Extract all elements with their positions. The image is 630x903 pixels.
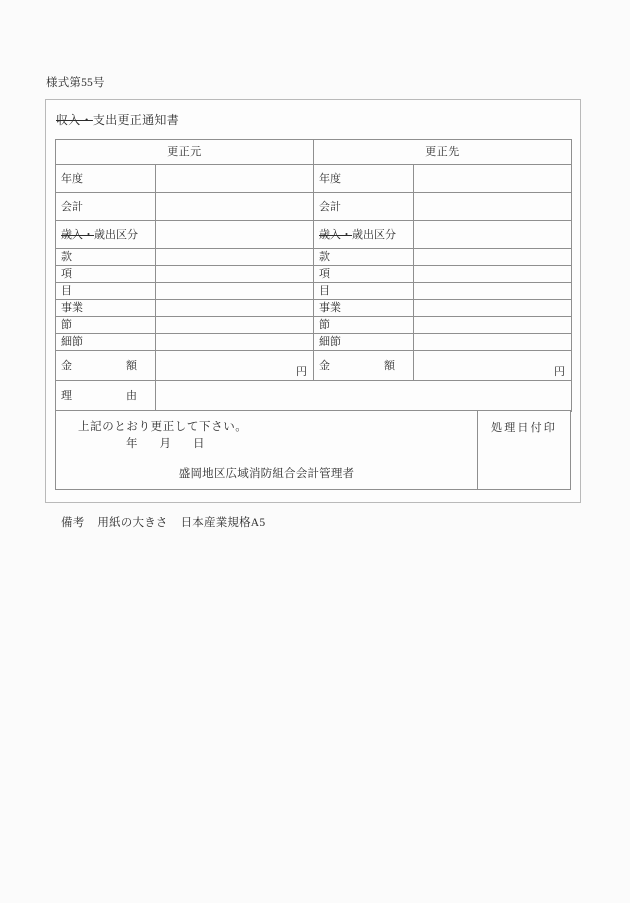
label-moku-destination: 目: [314, 283, 414, 300]
table-row-fiscal-year: [56, 165, 572, 193]
value-sub-setsu-source[interactable]: [156, 334, 314, 351]
value-kan-destination[interactable]: [414, 249, 572, 266]
footer-dateline[interactable]: [126, 437, 205, 452]
table-row-reason: [56, 381, 572, 412]
value-amount-source[interactable]: [156, 351, 314, 381]
header-source: 更正元: [56, 140, 314, 165]
label-account-destination: 会計: [314, 193, 414, 221]
table-row-sub-setsu: [56, 334, 572, 351]
label-sub-setsu-source: 細節: [56, 334, 156, 351]
label-amount-destination-left: 金: [319, 359, 330, 372]
value-kan-source[interactable]: [156, 249, 314, 266]
value-division-destination[interactable]: [414, 221, 572, 249]
document-title-plain-part: 支出更正通知書: [92, 113, 180, 127]
value-setsu-source[interactable]: [156, 317, 314, 334]
paper-size-note-label: 用紙の大きさ: [97, 517, 168, 529]
form-number: 様式第55号: [46, 77, 105, 89]
value-ko-destination[interactable]: [414, 266, 572, 283]
label-fiscal-year-destination: 年度: [314, 165, 414, 193]
footer-date-year: 年: [126, 438, 138, 450]
label-amount-destination-right: 額: [384, 359, 395, 372]
value-reason[interactable]: [156, 381, 572, 412]
value-setsu-destination[interactable]: [414, 317, 572, 334]
table-row-account: [56, 193, 572, 221]
label-sub-setsu-destination: 細節: [314, 334, 414, 351]
label-reason-left: 理: [61, 390, 72, 402]
header-destination: 更正先: [314, 140, 572, 165]
table-row-setsu: [56, 317, 572, 334]
value-project-source[interactable]: [156, 300, 314, 317]
footer-signature: 盛岡地区広域消防組合会計管理者: [178, 468, 355, 480]
table-row-section-kan: [56, 249, 572, 266]
label-amount-source-left: 金: [61, 359, 72, 372]
value-account-source[interactable]: [156, 193, 314, 221]
table-row-section-moku: [56, 283, 572, 300]
correction-table: [55, 139, 572, 412]
paper-size-note-value: 日本産業規格A5: [180, 517, 266, 529]
label-account-source: 会計: [56, 193, 156, 221]
label-setsu-source: 節: [56, 317, 156, 334]
table-row-amount: [56, 351, 572, 381]
document-title: [56, 112, 179, 128]
value-fiscal-year-destination[interactable]: [414, 165, 572, 193]
label-kan-source: 款: [56, 249, 156, 266]
table-row-project: [56, 300, 572, 317]
label-amount-destination: [314, 351, 414, 381]
footer-date-month: 月: [159, 438, 171, 450]
label-division-destination-plain: 歳出区分: [352, 228, 396, 241]
label-project-destination: 事業: [314, 300, 414, 317]
label-reason-right: 由: [126, 390, 137, 402]
label-division-destination-struck: 歳入・: [319, 228, 352, 241]
label-amount-source: [56, 351, 156, 381]
table-row-section-ko: [56, 266, 572, 283]
label-ko-destination: 項: [314, 266, 414, 283]
amount-unit-source: 円: [296, 365, 307, 378]
label-division-source-plain: 歳出区分: [94, 228, 138, 241]
amount-unit-destination: 円: [554, 365, 565, 378]
value-fiscal-year-source[interactable]: [156, 165, 314, 193]
label-amount-source-right: 額: [126, 359, 137, 372]
footer-block: [55, 410, 571, 490]
table-header-row: [56, 140, 572, 165]
label-setsu-destination: 節: [314, 317, 414, 334]
table-row-revenue-expenditure-division: [56, 221, 572, 249]
footer-instruction: 上記のとおり更正して下さい。: [78, 421, 248, 433]
label-reason: [56, 381, 156, 412]
processing-date-stamp-box[interactable]: [478, 411, 570, 489]
label-division-destination: [314, 221, 414, 249]
value-division-source[interactable]: [156, 221, 314, 249]
value-account-destination[interactable]: [414, 193, 572, 221]
label-ko-source: 項: [56, 266, 156, 283]
value-moku-destination[interactable]: [414, 283, 572, 300]
label-division-source-struck: 歳入・: [61, 228, 94, 241]
value-moku-source[interactable]: [156, 283, 314, 300]
label-kan-destination: 款: [314, 249, 414, 266]
label-project-source: 事業: [56, 300, 156, 317]
footer-main-area: [56, 411, 478, 489]
processing-date-stamp-label: 処理日付印: [491, 422, 557, 434]
document-title-struck-part: 収入・: [56, 113, 93, 127]
paper-size-note: [61, 516, 265, 531]
value-amount-destination[interactable]: [414, 351, 572, 381]
value-sub-setsu-destination[interactable]: [414, 334, 572, 351]
label-fiscal-year-source: 年度: [56, 165, 156, 193]
value-ko-source[interactable]: [156, 266, 314, 283]
value-project-destination[interactable]: [414, 300, 572, 317]
footer-date-day: 日: [193, 438, 205, 450]
paper-size-note-prefix: 備考: [61, 517, 85, 529]
label-moku-source: 目: [56, 283, 156, 300]
label-division-source: [56, 221, 156, 249]
